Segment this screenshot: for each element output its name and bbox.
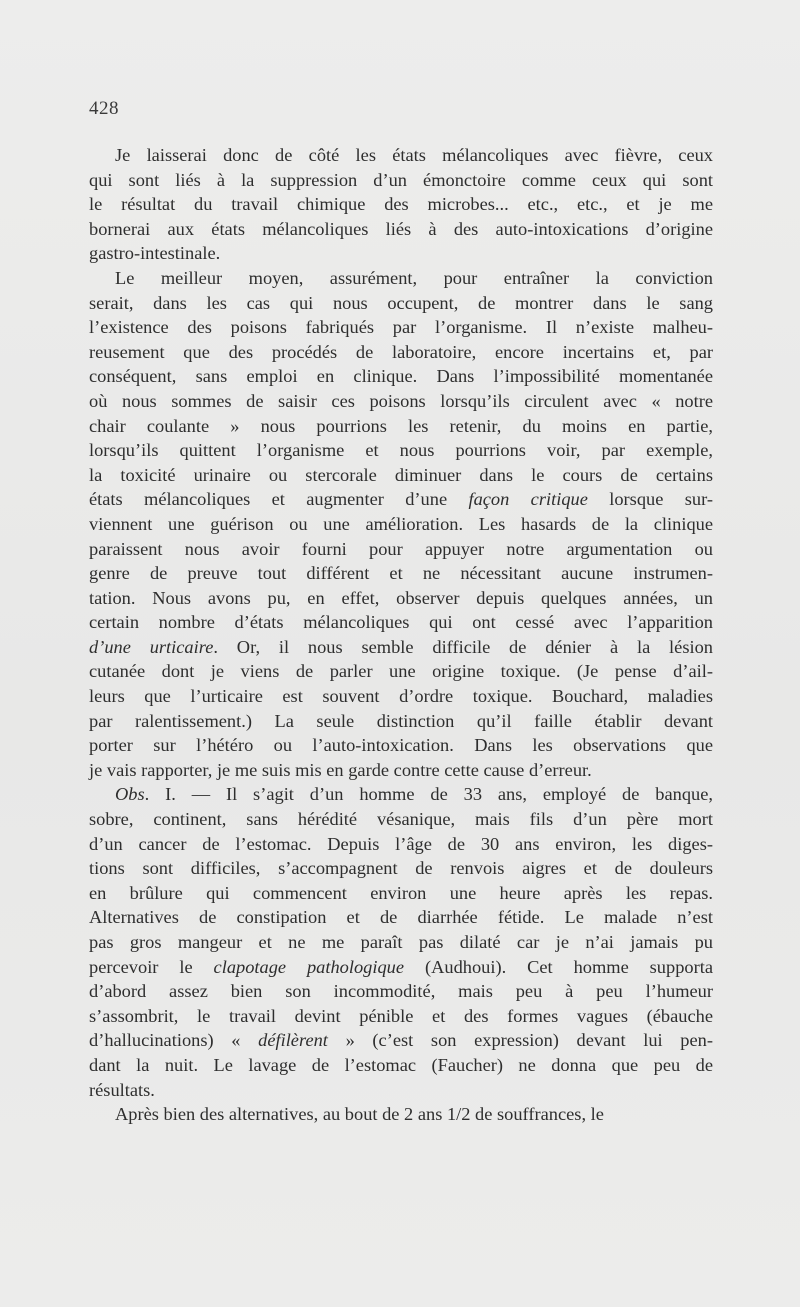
text-segment: leurs que l’urticaire est souvent d’ordre toxique. Bouchard, maladies [89,686,713,707]
text-segment: en brûlure qui commencent environ une heure après les repas. [89,882,713,903]
text-segment: . I. — Il s’agit d’un homme de 33 ans, employé de banque, [144,784,713,805]
text-line [89,512,713,537]
text-segment: d’hallucinations) « [89,1030,259,1051]
italic-text: Obs [115,784,145,805]
text-segment: le résultat du travail chimique des microbes... etc., etc., et je me [89,194,713,215]
text-line [89,709,713,734]
text-segment: » (c’est son expression) devant lui pen- [327,1030,713,1051]
text-line [89,659,713,684]
text-segment: d’abord assez bien son incommodité, mais peu à peu l’humeur [89,981,713,1002]
text-line [89,463,713,488]
text-segment: d’un cancer de l’estomac. Depuis l’âge de 30 ans environ, les diges- [89,833,713,854]
text-line [89,364,713,389]
text-line [89,856,713,881]
text-segment: sobre, continent, sans hérédité vésanique, mais fils d’un père mort [89,809,713,830]
text-segment: où nous sommes de saisir ces poisons lorsqu’ils circulent avec « notre [89,390,713,411]
text-line [89,414,713,439]
text-segment: reusement que des procédés de laboratoire, encore incertains et, par [89,341,713,362]
text-line [89,758,713,783]
text-segment: viennent une guérison ou une amélioration. Les hasards de la clinique [89,513,713,534]
italic-text: d’une urticaire [89,636,214,657]
text-segment: lorsque sur- [587,489,713,510]
text-line [89,168,713,193]
text-line [89,389,713,414]
text-segment: Le meilleur moyen, assurément, pour entraîner la conviction [115,267,713,288]
text-segment: tation. Nous avons pu, en effet, observer depuis quelques années, un [89,587,713,608]
text-line [89,143,713,168]
text-line [89,807,713,832]
text-segment: conséquent, sans emploi en clinique. Dans l’impossibilité momentanée [89,366,713,387]
text-segment: pas gros mangeur et ne me paraît pas dilaté car je n’ai jamais pu [89,932,713,952]
text-line [89,487,713,512]
text-line [89,1053,713,1078]
text-line [89,315,713,340]
italic-text: façon critique [468,489,588,510]
text-segment: porter sur l’hétéro ou l’auto-intoxication. Dans les observations que [89,735,713,756]
text-segment: bornerai aux états mélancoliques liés à des auto-intoxications d’origine [89,218,713,239]
text-line [89,782,713,807]
text-line [89,635,713,660]
text-segment: percevoir le [89,956,214,977]
text-line [89,1004,713,1029]
text-line [89,217,713,242]
text-line [89,930,713,955]
text-segment: Après bien des alternatives, au bout de 2 ans 1/2 de souffrances, le [115,1104,604,1125]
text-segment: résultats. [89,1079,155,1100]
text-line [89,955,713,980]
text-line [89,733,713,758]
text-segment: s’assombrit, le travail devint pénible et des formes vagues (ébauche [89,1005,713,1026]
text-segment: Alternatives de constipation et de diarrhée fétide. Le malade n’est [89,907,713,928]
text-line [89,905,713,930]
body-text [89,143,713,1127]
page-number: 428 [89,98,119,119]
italic-text: défilèrent [258,1030,328,1051]
text-segment: états mélancoliques et augmenter d’une [89,489,469,510]
text-line [89,1028,713,1053]
text-segment: cutanée dont je viens de parler une origine toxique. (Je pense d’ail- [89,661,713,682]
italic-text: clapotage pathologique [213,956,405,977]
text-line [89,340,713,365]
text-segment: qui sont liés à la suppression d’un émonctoire comme ceux qui sont [89,169,713,190]
text-segment: serait, dans les cas qui nous occupent, de montrer dans le sang [89,292,713,313]
text-segment: je vais rapporter, je me suis mis en garde contre cette cause d’erreur. [89,759,592,780]
text-line [89,1078,713,1103]
text-line [89,438,713,463]
text-line [89,561,713,586]
text-segment: paraissent nous avoir fourni pour appuyer notre argumentation ou [89,538,713,559]
text-segment: la toxicité urinaire ou stercorale diminuer dans le cours de certains [89,464,713,485]
text-line [89,610,713,635]
text-segment: certain nombre d’états mélancoliques qui ont cessé avec l’apparition [89,612,713,633]
text-line [89,537,713,562]
text-line [89,192,713,217]
text-line [89,1102,713,1127]
text-line [89,979,713,1004]
text-segment: (Audhoui). Cet homme supporta [404,956,713,977]
text-segment: genre de preuve tout différent et ne nécessitant aucune instrumen- [89,563,713,584]
text-segment: lorsqu’ils quittent l’organisme et nous pourrions voir, par exemple, [89,440,713,461]
text-line [89,832,713,857]
text-segment: gastro-intestinale. [89,243,221,264]
text-line [89,684,713,709]
text-line [89,291,713,316]
text-line [89,586,713,611]
text-line [89,881,713,906]
text-segment: par ralentissement.) La seule distinction qu’il faille établir devant [89,710,713,731]
text-segment: chair coulante » nous pourrions les retenir, du moins en partie, [89,415,713,436]
text-segment: l’existence des poisons fabriqués par l’organisme. Il n’existe malheu- [89,317,713,338]
text-segment: dant la nuit. Le lavage de l’estomac (Faucher) ne donna que peu de [89,1054,713,1075]
text-segment: . Or, il nous semble difficile de dénier à la lésion [213,636,713,657]
text-segment: tions sont difficiles, s’accompagnent de renvois aigres et de douleurs [89,858,713,879]
text-line [89,266,713,291]
text-segment: Je laisserai donc de côté les états mélancoliques avec fièvre, ceux [115,145,713,165]
text-line [89,241,713,266]
